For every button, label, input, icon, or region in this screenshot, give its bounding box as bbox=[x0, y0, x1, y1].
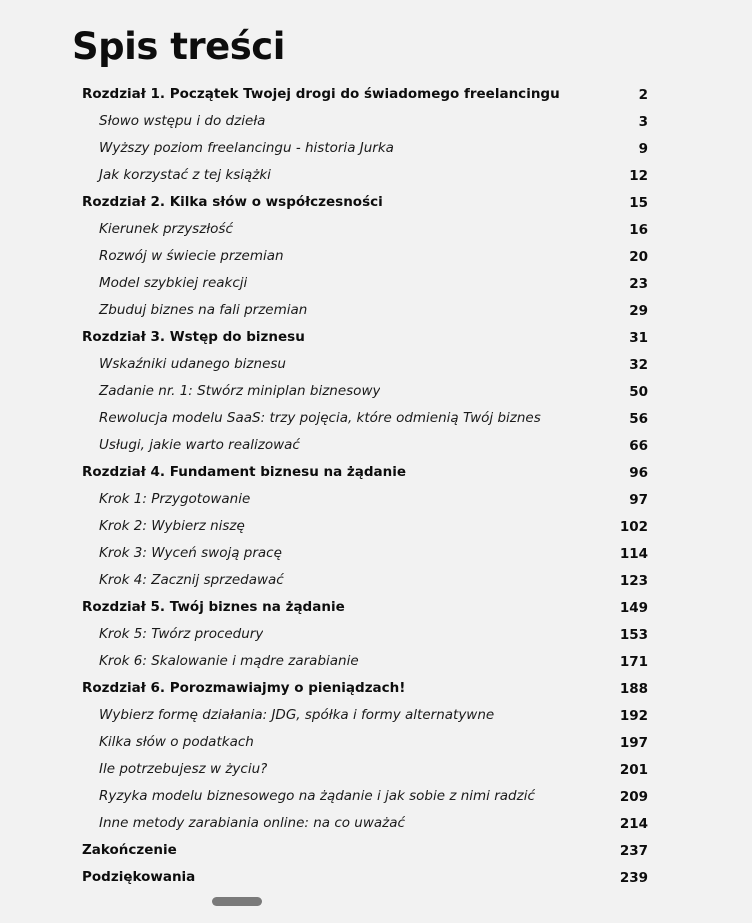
toc-entry-label[interactable]: Zakończenie bbox=[82, 842, 177, 858]
toc-page-number: 3 bbox=[638, 113, 648, 130]
toc-page-number: 66 bbox=[629, 437, 648, 454]
toc-entry-label[interactable]: Jak korzystać z tej książki bbox=[99, 167, 271, 183]
toc-page-number: 20 bbox=[629, 248, 648, 265]
toc-page-number: 171 bbox=[619, 653, 648, 670]
toc-page-number: 188 bbox=[619, 680, 648, 697]
toc-page-number: 214 bbox=[619, 815, 648, 832]
toc-page-number: 201 bbox=[619, 761, 648, 778]
toc-chapter-entry[interactable] bbox=[82, 324, 648, 351]
toc-entry-label[interactable]: Rewolucja modelu SaaS: trzy pojęcia, które odmienią Twój biznes bbox=[99, 410, 541, 426]
toc-section-entry[interactable] bbox=[82, 432, 648, 459]
toc-section-entry[interactable] bbox=[82, 162, 648, 189]
toc-page-number: 149 bbox=[619, 599, 648, 616]
toc-section-entry[interactable] bbox=[82, 648, 648, 675]
toc-entry-label[interactable]: Podziękowania bbox=[82, 869, 196, 885]
toc-page-number: 153 bbox=[619, 626, 648, 643]
toc-chapter-entry[interactable] bbox=[82, 459, 648, 486]
toc-entry-label[interactable]: Kilka słów o podatkach bbox=[99, 734, 254, 750]
toc-entry-label[interactable]: Krok 2: Wybierz niszę bbox=[99, 518, 245, 534]
table-of-contents bbox=[82, 81, 648, 891]
toc-entry-label[interactable]: Zbuduj biznes na fali przemian bbox=[99, 302, 308, 318]
toc-chapter-entry[interactable] bbox=[82, 189, 648, 216]
toc-entry-label[interactable]: Krok 5: Twórz procedury bbox=[99, 626, 264, 642]
toc-section-entry[interactable] bbox=[82, 378, 648, 405]
page-title: Spis treści bbox=[72, 25, 285, 68]
toc-page-number: 209 bbox=[619, 788, 648, 805]
toc-page-number: 123 bbox=[619, 572, 648, 589]
toc-page-number: 192 bbox=[619, 707, 648, 724]
toc-page-number: 114 bbox=[619, 545, 648, 562]
toc-section-entry[interactable] bbox=[82, 135, 648, 162]
toc-section-entry[interactable] bbox=[82, 486, 648, 513]
toc-entry-label[interactable]: Słowo wstępu i do dzieła bbox=[99, 113, 266, 129]
toc-page-number: 96 bbox=[629, 464, 648, 481]
toc-entry-label[interactable]: Wybierz formę działania: JDG, spółka i formy alternatywne bbox=[99, 707, 495, 723]
toc-entry-label[interactable]: Wskaźniki udanego biznesu bbox=[99, 356, 286, 372]
toc-entry-label[interactable]: Rozdział 1. Początek Twojej drogi do świadomego freelancingu bbox=[82, 86, 560, 102]
toc-section-entry[interactable] bbox=[82, 783, 648, 810]
toc-entry-label[interactable]: Krok 4: Zacznij sprzedawać bbox=[99, 572, 284, 588]
toc-section-entry[interactable] bbox=[82, 351, 648, 378]
toc-page-number: 2 bbox=[638, 86, 648, 103]
toc-page-number: 56 bbox=[629, 410, 648, 427]
toc-page-number: 50 bbox=[629, 383, 648, 400]
toc-section-entry[interactable] bbox=[82, 810, 648, 837]
toc-section-entry[interactable] bbox=[82, 243, 648, 270]
toc-page-number: 9 bbox=[638, 140, 648, 157]
toc-section-entry[interactable] bbox=[82, 513, 648, 540]
toc-entry-label[interactable]: Inne metody zarabiania online: na co uważać bbox=[99, 815, 405, 831]
toc-entry-label[interactable]: Ile potrzebujesz w życiu? bbox=[99, 761, 268, 777]
toc-page-number: 15 bbox=[629, 194, 648, 211]
toc-chapter-entry[interactable] bbox=[82, 864, 648, 891]
toc-section-entry[interactable] bbox=[82, 216, 648, 243]
horizontal-scrollbar-thumb[interactable] bbox=[212, 897, 262, 906]
toc-page-number: 239 bbox=[619, 869, 648, 886]
toc-entry-label[interactable]: Krok 3: Wyceń swoją pracę bbox=[99, 545, 282, 561]
toc-section-entry[interactable] bbox=[82, 729, 648, 756]
toc-entry-label[interactable]: Rozdział 3. Wstęp do biznesu bbox=[82, 329, 305, 345]
toc-entry-label[interactable]: Model szybkiej reakcji bbox=[99, 275, 248, 291]
toc-entry-label[interactable]: Wyższy poziom freelancingu - historia Jurka bbox=[99, 140, 394, 156]
toc-page-number: 32 bbox=[629, 356, 648, 373]
toc-chapter-entry[interactable] bbox=[82, 594, 648, 621]
toc-entry-label[interactable]: Rozdział 6. Porozmawiajmy o pieniądzach! bbox=[82, 680, 406, 696]
toc-section-entry[interactable] bbox=[82, 270, 648, 297]
toc-entry-label[interactable]: Rozdział 4. Fundament biznesu na żądanie bbox=[82, 464, 407, 480]
toc-section-entry[interactable] bbox=[82, 702, 648, 729]
toc-entry-label[interactable]: Rozdział 5. Twój biznes na żądanie bbox=[82, 599, 345, 615]
toc-section-entry[interactable] bbox=[82, 405, 648, 432]
toc-section-entry[interactable] bbox=[82, 297, 648, 324]
toc-page-number: 23 bbox=[629, 275, 648, 292]
toc-entry-label[interactable]: Rozwój w świecie przemian bbox=[99, 248, 284, 264]
toc-entry-label[interactable]: Krok 1: Przygotowanie bbox=[99, 491, 251, 507]
toc-entry-label[interactable]: Kierunek przyszłość bbox=[99, 221, 233, 237]
toc-chapter-entry[interactable] bbox=[82, 81, 648, 108]
toc-page-number: 29 bbox=[629, 302, 648, 319]
toc-page-number: 12 bbox=[629, 167, 648, 184]
toc-page-number: 102 bbox=[619, 518, 648, 535]
toc-chapter-entry[interactable] bbox=[82, 675, 648, 702]
toc-entry-label[interactable]: Ryzyka modelu biznesowego na żądanie i jak sobie z nimi radzić bbox=[99, 788, 535, 804]
toc-page-number: 237 bbox=[619, 842, 648, 859]
toc-chapter-entry[interactable] bbox=[82, 837, 648, 864]
toc-entry-label[interactable]: Zadanie nr. 1: Stwórz miniplan biznesowy bbox=[99, 383, 381, 399]
toc-section-entry[interactable] bbox=[82, 108, 648, 135]
toc-entry-label[interactable]: Krok 6: Skalowanie i mądre zarabianie bbox=[99, 653, 359, 669]
toc-page-number: 31 bbox=[629, 329, 648, 346]
toc-section-entry[interactable] bbox=[82, 756, 648, 783]
toc-section-entry[interactable] bbox=[82, 567, 648, 594]
toc-page-number: 197 bbox=[619, 734, 648, 751]
toc-entry-label[interactable]: Usługi, jakie warto realizować bbox=[99, 437, 300, 453]
toc-section-entry[interactable] bbox=[82, 540, 648, 567]
toc-entry-label[interactable]: Rozdział 2. Kilka słów o współczesności bbox=[82, 194, 383, 210]
toc-section-entry[interactable] bbox=[82, 621, 648, 648]
toc-page-number: 16 bbox=[629, 221, 648, 238]
toc-page-number: 97 bbox=[629, 491, 648, 508]
